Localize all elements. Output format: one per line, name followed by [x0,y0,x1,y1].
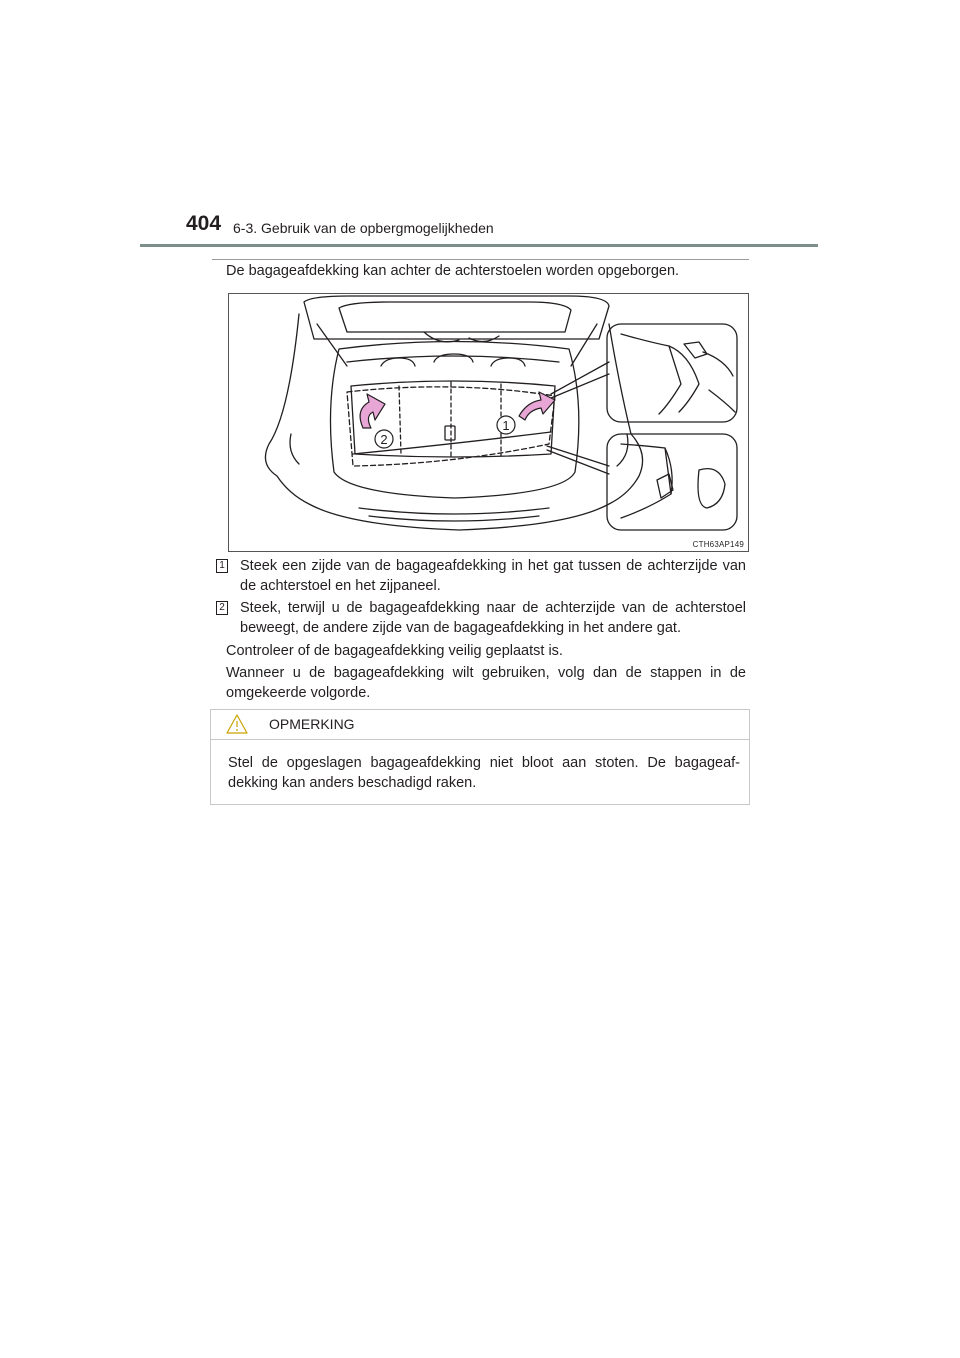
header-rule [140,244,818,247]
step-text-2: Steek, terwijl u de bagageafdekking naar de achterzijde van de achterstoel beweegt, de andere zijde van de bagageafdekking in het andere gat. [240,600,746,636]
car-trunk-drawing [229,294,749,552]
intro-text: De bagageafdekking kan achter de achterstoelen worden opgeborgen. [226,263,680,279]
step-number-2: 2 [216,601,228,615]
notice-text: Stel de opgeslagen bagageafdekking niet bloot aan stoten. De bagageaf-dekking kan anders beschadigd raken. [228,755,740,791]
step-2 [216,598,746,638]
callout-1: 1 [502,418,510,433]
cargo-cover-illustration [228,293,749,552]
reverse-paragraph: Wanneer u de bagageafdekking wilt gebruiken, volg dan de stappen in de omgekeerde volgorde. [226,665,746,701]
step-1 [216,556,746,596]
step-number-1: 1 [216,559,228,573]
section-title: 6-3. Gebruik van de opbergmogelijkheden [233,220,494,236]
notice-header [211,710,749,740]
page-number: 404 [186,212,222,235]
check-paragraph: Controleer of de bagageafdekking veilig geplaatst is. [226,643,563,659]
warning-triangle-icon [225,713,249,735]
figure-code: CTH63AP149 [692,540,744,549]
insert-arrows [360,392,555,428]
step-text-1: Steek een zijde van de bagageafdekking in het gat tussen de achterzijde van de achterstoel en het zijpaneel. [240,558,746,594]
callout-2: 2 [380,432,388,447]
section-divider [212,259,749,260]
notice-title: OPMERKING [269,716,355,732]
notice-box [210,709,750,805]
